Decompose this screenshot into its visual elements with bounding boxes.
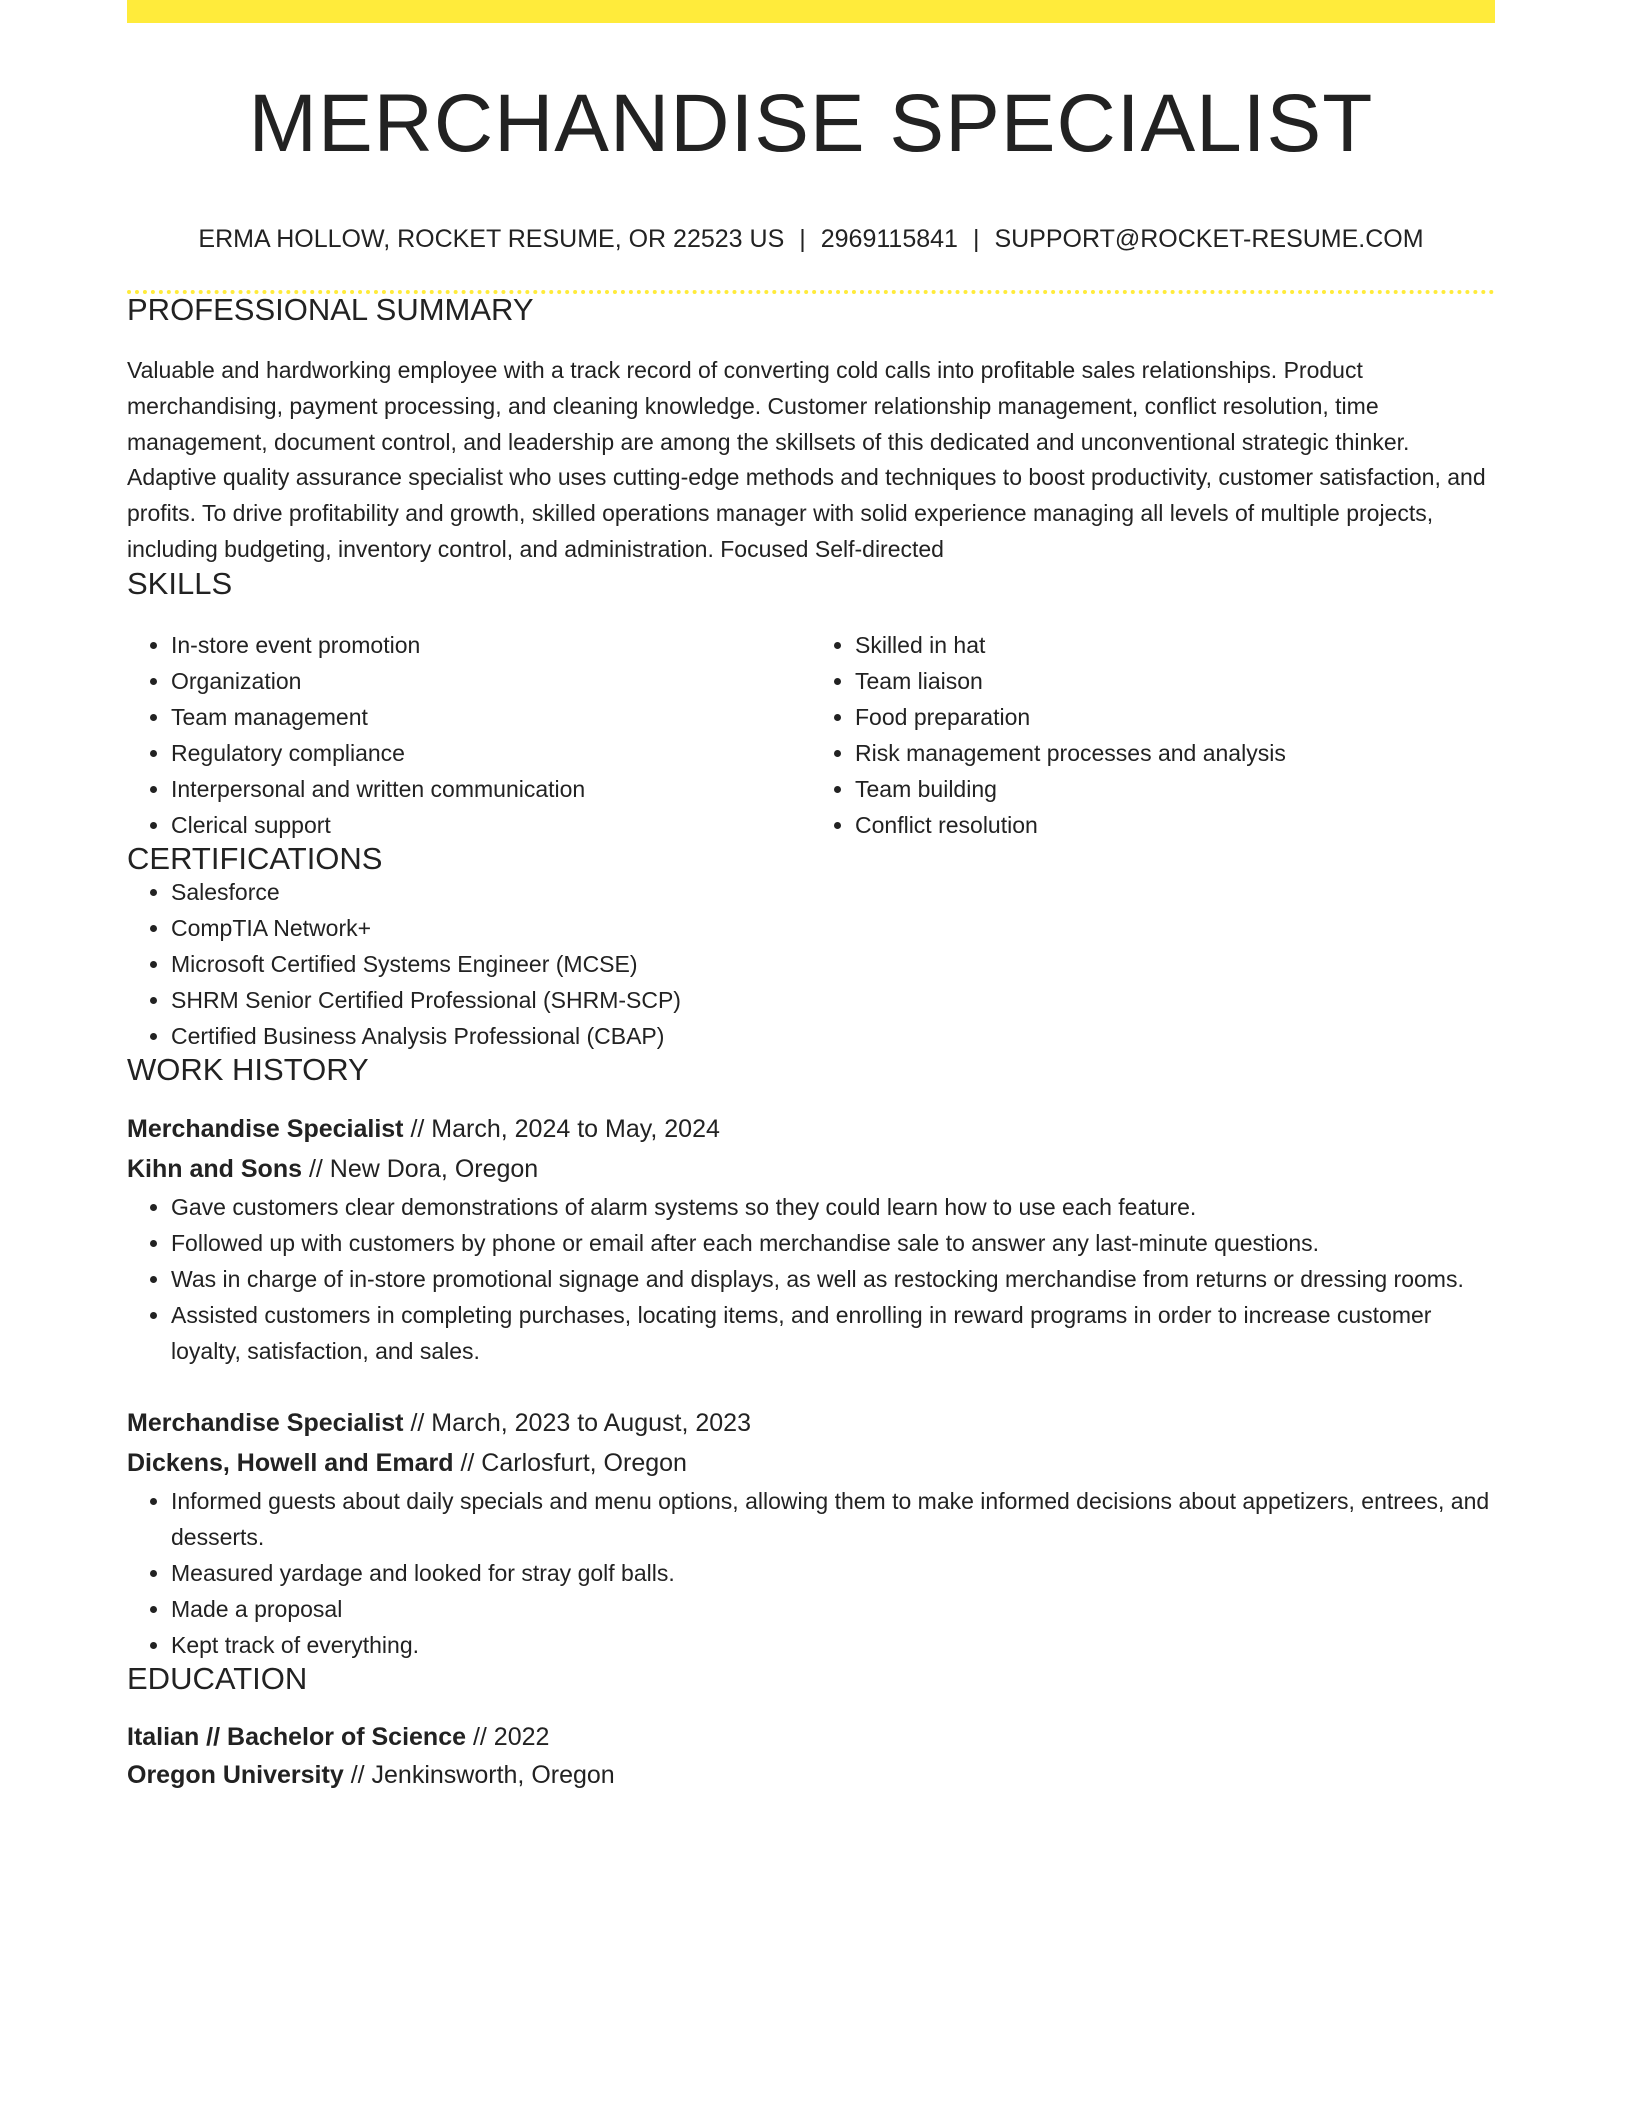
skill-item: • Interpersonal and written communication [171,771,811,807]
job-duty: • Was in charge of in-store promotional signage and displays, as well as restocking merchandise from returns or dressing rooms. [171,1261,1495,1297]
job-role: Merchandise Specialist [127,1408,404,1437]
skill-item: • Skilled in hat [855,627,1495,663]
skill-item: • Food preparation [855,699,1495,735]
skill-item: • Regulatory compliance [171,735,811,771]
skill-item: • Conflict resolution [855,807,1495,843]
accent-bar [127,0,1495,23]
certifications-heading: CERTIFICATIONS [127,840,383,876]
education-entry [127,1718,1495,1794]
job-duty: • Kept track of everything. [171,1627,1495,1663]
certification-item: • Microsoft Certified Systems Engineer (MCSE) [171,946,1495,982]
skills-list-left [127,627,811,843]
work-history-heading: WORK HISTORY [127,1051,369,1087]
job-duties-list [127,1189,1495,1369]
job-company: Kihn and Sons [127,1154,302,1183]
education-degree-line [127,1718,1495,1756]
job-duty: • Gave customers clear demonstrations of alarm systems so they could learn how to use each feature. [171,1189,1495,1225]
job-dates: // March, 2023 to August, 2023 [410,1408,751,1437]
contact-separator: | [799,225,806,253]
certifications-list [127,874,1495,1054]
education-location: // Jenkinsworth, Oregon [350,1760,615,1789]
certification-item: • Certified Business Analysis Professional (CBAP) [171,1018,1495,1054]
summary-heading: PROFESSIONAL SUMMARY [127,292,534,327]
summary-text: Valuable and hardworking employee with a track record of converting cold calls into profitable sales relationships. Product merchandising, payment processing, and cleaning knowledge. Customer relationship management, conflict resolution, time management, document control, and leadership are among the skillsets of this dedicated and unconventional strategic thinker. Adaptive quality assurance specialist who uses cutting-edge methods and techniques to boost productivity, customer satisfaction, and profits. To drive profitability and growth, skilled operations manager with solid experience managing all levels of multiple projects, including budgeting, inventory control, and administration. Focused Self-directed [127,357,1486,562]
education-school-line [127,1756,1495,1794]
contact-email: SUPPORT@ROCKET-RESUME.COM [994,225,1424,253]
contact-line [127,227,1495,252]
skill-item: • Clerical support [171,807,811,843]
skill-item: • Organization [171,663,811,699]
certification-item: • SHRM Senior Certified Professional (SHRM-SCP) [171,982,1495,1018]
education-heading: EDUCATION [127,1660,308,1696]
contact-separator: | [972,225,980,253]
job-entry [127,1403,1495,1663]
job-location: // New Dora, Oregon [308,1154,539,1183]
education-school: Oregon University [127,1760,344,1789]
certification-item: • Salesforce [171,874,1495,910]
job-location: // Carlosfurt, Oregon [460,1448,687,1477]
job-role-line [127,1109,1495,1149]
job-duty: • Measured yardage and looked for stray golf balls. [171,1555,1495,1591]
job-entry [127,1109,1495,1369]
job-role-line [127,1403,1495,1443]
job-company-line [127,1149,1495,1189]
resume-title: MERCHANDISE SPECIALIST [248,78,1374,169]
job-role: Merchandise Specialist [127,1114,404,1143]
skills-heading: SKILLS [127,565,233,601]
resume-content [127,0,1495,1794]
job-duties-list [127,1483,1495,1663]
job-company: Dickens, Howell and Emard [127,1448,454,1477]
skill-item: • Team liaison [855,663,1495,699]
skill-item: • In-store event promotion [171,627,811,663]
job-duty: • Made a proposal [171,1591,1495,1627]
job-company-line [127,1443,1495,1483]
skill-item: • Team management [171,699,811,735]
education-degree: Italian // Bachelor of Science [127,1722,467,1751]
job-duty: • Followed up with customers by phone or email after each merchandise sale to answer any last-minute questions. [171,1225,1495,1261]
skill-item: • Risk management processes and analysis [855,735,1495,771]
skills-columns [127,627,1495,843]
contact-address: ERMA HOLLOW, ROCKET RESUME, OR 22523 US [198,225,785,253]
job-duty: • Assisted customers in completing purchases, locating items, and enrolling in reward programs in order to increase customer loyalty, satisfaction, and sales. [171,1297,1495,1369]
job-duty: • Informed guests about daily specials and menu options, allowing them to make informed decisions about appetizers, entrees, and desserts. [171,1483,1495,1555]
skills-list-right [811,627,1495,843]
skill-item: • Team building [855,771,1495,807]
certification-item: • CompTIA Network+ [171,910,1495,946]
contact-phone: 2969115841 [820,225,958,253]
job-dates: // March, 2024 to May, 2024 [410,1114,720,1143]
education-year: // 2022 [472,1722,550,1751]
